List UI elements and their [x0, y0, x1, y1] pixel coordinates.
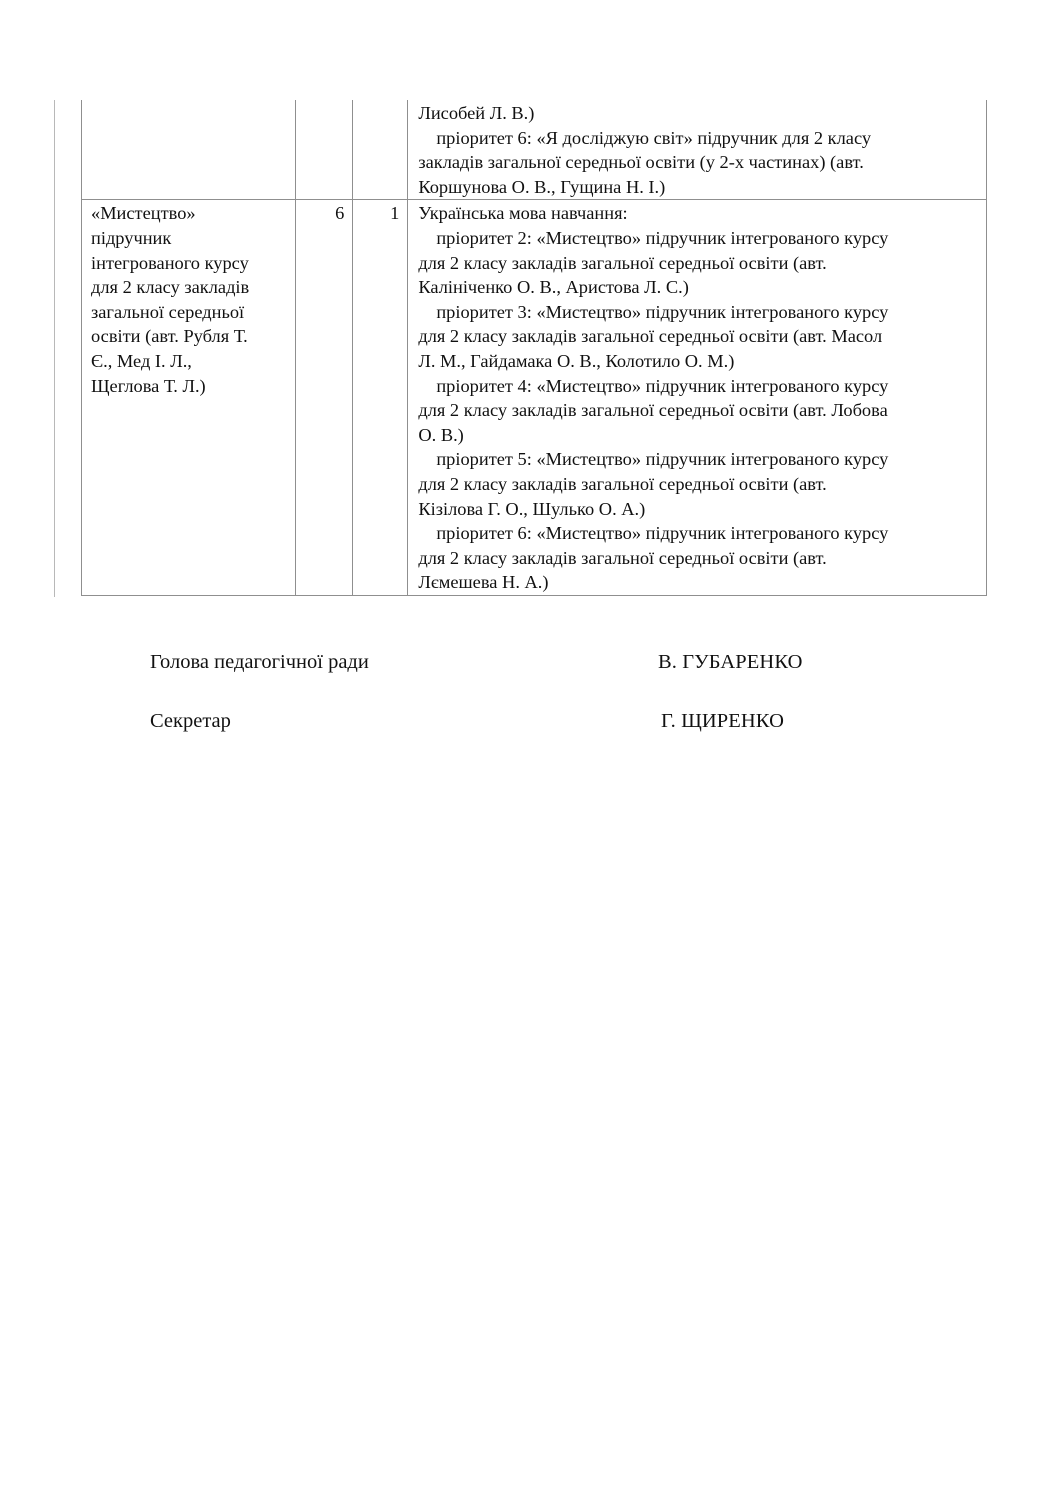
- continuation-number-cell-2: [353, 100, 408, 200]
- priority-line: Калініченко О. В., Аристова Л. С.): [418, 277, 689, 298]
- book-title-line: «Мистецтво»: [91, 203, 196, 224]
- priority-line: для 2 класу закладів загальної середньої освіти (авт.: [418, 473, 827, 494]
- signature-block: [150, 648, 890, 766]
- continuation-line: Коршунова О. В., Гущина Н. І.): [418, 176, 666, 197]
- priority-line: пріоритет 6: «Мистецтво» підручник інтегрованого курсу: [436, 523, 889, 544]
- continuation-number-cell-1: [296, 100, 353, 200]
- priority-line: пріоритет 5: «Мистецтво» підручник інтегрованого курсу: [436, 449, 889, 470]
- book-title-line: інтегрованого курсу: [91, 252, 249, 273]
- priority-line: для 2 класу закладів загальної середньої освіти (авт. Масол: [418, 326, 883, 347]
- priority-line: пріоритет 2: «Мистецтво» підручник інтегрованого курсу: [436, 227, 889, 248]
- priority-line: О. В.): [418, 424, 464, 445]
- signature-row-chair: [150, 648, 890, 676]
- book-title-line: загальної середньої: [91, 301, 245, 322]
- signature-name: В. ГУБАРЕНКО: [658, 651, 803, 673]
- priority-line: Лємешева Н. А.): [418, 572, 549, 593]
- book-title-line: Щеглова Т. Л.): [91, 375, 206, 396]
- book-title-line: підручник: [91, 227, 172, 248]
- left-margin-line: [54, 100, 55, 597]
- book-title-cell: [82, 200, 296, 596]
- priority-line: для 2 класу закладів загальної середньої освіти (авт.: [418, 252, 827, 273]
- quantity-cell-2: 1: [353, 200, 408, 596]
- priority-line: Л. М., Гайдамака О. В., Колотило О. М.): [418, 350, 735, 371]
- signature-name: Г. ЩИРЕНКО: [661, 710, 784, 732]
- table-continuation-row: [82, 100, 987, 200]
- book-title-line: освіти (авт. Рубля Т.: [91, 326, 248, 347]
- book-title-line: для 2 класу закладів: [91, 277, 250, 298]
- priority-line: Кізілова Г. О., Шулько О. А.): [418, 498, 646, 519]
- priority-line: пріоритет 4: «Мистецтво» підручник інтегрованого курсу: [436, 375, 889, 396]
- priority-line: для 2 класу закладів загальної середньої освіти (авт.: [418, 547, 827, 568]
- continuation-line: Лисобей Л. В.): [418, 103, 535, 123]
- language-heading: Українська мова навчання:: [418, 203, 628, 224]
- continuation-description-cell: [408, 100, 987, 200]
- signature-row-secretary: [150, 707, 890, 735]
- continuation-line: пріоритет 6: «Я досліджую світ» підручник для 2 класу: [436, 127, 872, 148]
- table-row: [82, 200, 987, 596]
- signature-role: Секретар: [150, 710, 231, 732]
- priority-description-cell: [408, 200, 987, 596]
- continuation-title-cell: [82, 100, 296, 200]
- textbook-priority-table: [81, 100, 987, 596]
- continuation-line: закладів загальної середньої освіти (у 2-х частинах) (авт.: [418, 152, 864, 173]
- signature-role: Голова педагогічної ради: [150, 651, 369, 673]
- priority-line: пріоритет 3: «Мистецтво» підручник інтегрованого курсу: [436, 301, 889, 322]
- book-title-line: Є., Мед І. Л.,: [91, 350, 192, 371]
- priority-line: для 2 класу закладів загальної середньої освіти (авт. Лобова: [418, 400, 888, 421]
- quantity-cell-1: 6: [296, 200, 353, 596]
